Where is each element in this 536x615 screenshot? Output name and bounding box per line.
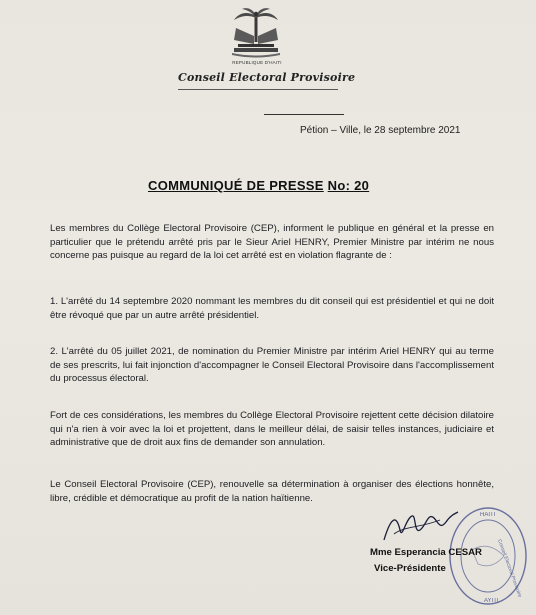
council-name: Conseil Electoral Provisoire bbox=[178, 71, 356, 84]
considerations-paragraph: Fort de ces considérations, les membres du Collège Electoral Provisoire rejettent cette décision dilatoire qui n'a rien à voir avec la loi et projettent, dans le meilleur délai, de saisir telles instances, judiciaire et administrative que de droit aux fins de demander son annulation. bbox=[50, 410, 494, 449]
determination-paragraph: Le Conseil Electoral Provisoire (CEP), renouvelle sa détermination à organiser des élections honnête, libre, crédible et démocratique au profit de la nation haïtienne. bbox=[50, 479, 494, 504]
signatory-name: Mme Esperancia CESAR bbox=[370, 547, 482, 558]
point-2-paragraph: 2. L'arrêté du 05 juillet 2021, de nomination du Premier Ministre par intérim Ariel HENRY qui au terme de ses prescrits, lui fait injonction d'accompagner le Conseil Electoral Provisoire dans l'accomplissement du processus électoral. bbox=[50, 346, 494, 385]
signatory-block bbox=[370, 545, 482, 577]
signatory-role: Vice-Présidente bbox=[374, 563, 446, 574]
page-title bbox=[148, 178, 369, 193]
stamp-top-text: HAITI bbox=[480, 512, 496, 518]
stamp-bottom-text: AYITI bbox=[484, 598, 499, 604]
stamp-ring-text: Conseil Electoral Provisoire bbox=[496, 538, 523, 599]
handwritten-signature-icon bbox=[380, 500, 460, 550]
point-1-paragraph: 1. L'arrêté du 14 septembre 2020 nommant les membres du dit conseil qui est présidentiel et qui ne doit être révoqué que par un autre arrêté présidentiel. bbox=[50, 296, 494, 321]
intro-paragraph: Les membres du Collège Electoral Provisoire (CEP), informent le publique en général et la presse en particulier que le prétendu arrêté pris par le Sieur Ariel HENRY, Premier Ministre par intérim ne nous concerne pas puisque au regard de la loi cet arrêté est en violation flagrante de : bbox=[50, 223, 494, 262]
headline-label: COMMUNIQUÉ DE PRESSE bbox=[148, 178, 324, 193]
headline-number: No: 20 bbox=[327, 178, 370, 193]
reference-line bbox=[264, 114, 344, 115]
date-line: Pétion – Ville, le 28 septembre 2021 bbox=[300, 125, 461, 136]
republique-label: REPUBLIQUE D'HAITI bbox=[232, 60, 282, 65]
header-underline bbox=[178, 89, 338, 90]
haiti-coat-of-arms-icon bbox=[228, 6, 284, 58]
